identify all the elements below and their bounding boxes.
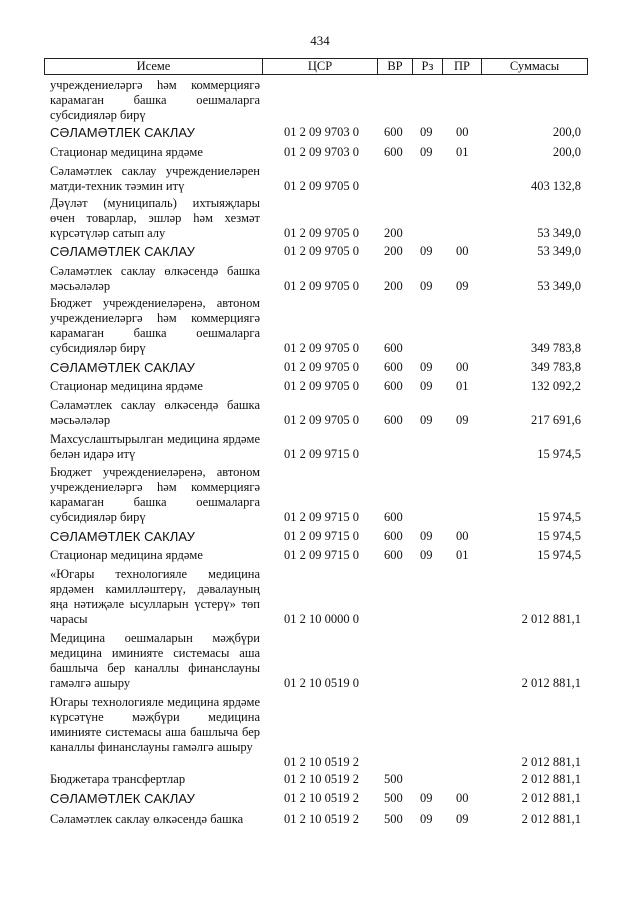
header-sum: Суммасы [481,58,588,75]
row-sum: 200,0 [552,145,581,159]
row-pr: 09 [456,279,469,293]
row-rz: 09 [420,413,433,427]
table-row [0,264,640,294]
row-rz: 09 [420,379,433,393]
row-vr: 200 [384,279,403,293]
row-sum: 217 691,6 [531,413,581,427]
row-csr: 01 2 09 9715 0 [284,447,359,461]
table-row [0,78,640,123]
row-sum: 2 012 881,1 [521,812,581,826]
table-row [0,125,640,140]
row-rz: 09 [420,244,433,258]
row-sum: 2 012 881,1 [521,755,581,769]
row-name: Сәламәтлек саклау өлкәсендә башка [50,812,244,826]
header-rz: Рз [412,58,443,75]
row-sum: 349 783,8 [531,360,581,374]
row-sum: 200,0 [552,125,581,139]
row-pr: 00 [456,529,469,543]
header-vr: ВР [377,58,413,75]
row-sum: 53 349,0 [537,244,581,258]
row-pr: 00 [456,125,469,139]
row-vr: 600 [384,125,403,139]
table-row [0,398,640,428]
row-sum: 132 092,2 [531,379,581,393]
table-row [0,791,640,806]
row-name: СӘЛАМӘТЛЕК САКЛАУ [50,360,195,375]
row-csr: 01 2 09 9705 0 [284,179,359,193]
table-row [0,465,640,525]
row-name: Сәламәтлек саклау өлкәсендә башка мәсьәләләр [50,398,260,427]
row-csr: 01 2 09 9705 0 [284,226,359,240]
row-vr: 600 [384,341,403,355]
row-vr: 600 [384,360,403,374]
table-row [0,164,640,194]
row-rz: 09 [420,791,433,805]
row-rz: 09 [420,548,433,562]
row-csr: 01 2 10 0519 2 [284,755,359,769]
row-rz: 09 [420,279,433,293]
row-name: учреждениеләргә һәм коммерциягә карамаган башка оешмаларга субсидияләр бирү [50,78,260,122]
row-csr: 01 2 09 9705 0 [284,379,359,393]
row-name: Стационар медицина ярдәме [50,379,203,393]
table-row [0,631,640,691]
row-pr: 01 [456,379,469,393]
row-sum: 2 012 881,1 [521,772,581,786]
table-row [0,812,640,827]
row-name: Стационар медицина ярдәме [50,548,203,562]
table-row [0,529,640,544]
row-csr: 01 2 10 0519 2 [284,812,359,826]
row-vr: 600 [384,145,403,159]
row-vr: 600 [384,548,403,562]
row-sum: 53 349,0 [537,226,581,240]
row-vr: 200 [384,244,403,258]
row-rz: 09 [420,529,433,543]
row-csr: 01 2 09 9705 0 [284,413,359,427]
row-name: «Югары технологияле медицина ярдәмен камилләштерү, дәвалауның яңа нәтиҗәле ысулларын үстерү» төп чарасы [50,567,260,626]
row-pr: 09 [456,812,469,826]
row-csr: 01 2 09 9715 0 [284,510,359,524]
row-rz: 09 [420,145,433,159]
row-name: Бюджетара трансфертлар [50,772,186,786]
row-vr: 600 [384,379,403,393]
table-row [0,360,640,375]
row-pr: 01 [456,145,469,159]
row-sum: 349 783,8 [531,341,581,355]
table-row [0,244,640,259]
row-sum: 15 974,5 [537,529,581,543]
row-vr: 500 [384,791,403,805]
row-name: Дәүләт (муниципаль) ихтыяҗлары өчен товарлар, эшләр һәм хезмәт күрсәтүләр сатып алу [50,196,260,240]
table-row [0,379,640,394]
row-name: СӘЛАМӘТЛЕК САКЛАУ [50,244,195,259]
row-csr: 01 2 10 0000 0 [284,612,359,626]
header-name: Исеме [44,58,263,75]
row-csr: 01 2 09 9715 0 [284,548,359,562]
row-name: Сәламәтлек саклау өлкәсендә башка мәсьәләләр [50,264,260,293]
row-csr: 01 2 10 0519 2 [284,791,359,805]
row-name: Бюджет учреждениеләренә, автоном учреждениеләргә һәм коммерциягә карамаган башка оешмаларга субсидияләр бирү [50,296,260,355]
row-name: СӘЛАМӘТЛЕК САКЛАУ [50,529,195,544]
row-pr: 00 [456,791,469,805]
row-csr: 01 2 10 0519 2 [284,772,359,786]
row-name: СӘЛАМӘТЛЕК САКЛАУ [50,125,195,140]
row-pr: 09 [456,413,469,427]
row-pr: 00 [456,360,469,374]
row-csr: 01 2 09 9715 0 [284,529,359,543]
row-rz: 09 [420,125,433,139]
row-sum: 15 974,5 [537,447,581,461]
row-name: Бюджет учреждениеләренә, автоном учреждениеләргә һәм коммерциягә карамаган башка оешмаларга субсидияләр бирү [50,465,260,524]
row-rz: 09 [420,360,433,374]
row-sum: 53 349,0 [537,279,581,293]
header-pr: ПР [442,58,482,75]
row-vr: 600 [384,510,403,524]
row-name: Стационар медицина ярдәме [50,145,203,159]
table-row [0,567,640,627]
row-sum: 15 974,5 [537,510,581,524]
row-sum: 2 012 881,1 [521,612,581,626]
row-sum: 403 132,8 [531,179,581,193]
row-pr: 00 [456,244,469,258]
table-row [0,196,640,241]
row-csr: 01 2 09 9705 0 [284,341,359,355]
row-name: Махсуслаштырылган медицина ярдәме белән идарә итү [50,432,260,461]
row-csr: 01 2 09 9705 0 [284,279,359,293]
table-row [0,695,640,770]
row-name: Сәламәтлек саклау учреждениеләрен матди-техник тәэмин итү [50,164,260,193]
row-csr: 01 2 09 9705 0 [284,244,359,258]
row-name: СӘЛАМӘТЛЕК САКЛАУ [50,791,195,806]
row-name: Югары технологияле медицина ярдәме күрсәтүне мәҗбүри медицина иминияте системасы аша башлыча бер каналлы финанслауны гамәлгә ашыру [50,695,260,754]
row-name: Медицина оешмаларын мәҗбүри медицина иминияте системасы аша башлыча бер каналлы финанслауны гамәлгә ашыру [50,631,260,690]
row-sum: 15 974,5 [537,548,581,562]
row-csr: 01 2 09 9703 0 [284,125,359,139]
page-number: 434 [310,33,330,48]
row-sum: 2 012 881,1 [521,676,581,690]
table-row [0,432,640,462]
row-vr: 200 [384,226,403,240]
row-csr: 01 2 09 9703 0 [284,145,359,159]
table-row [0,548,640,563]
row-vr: 600 [384,413,403,427]
row-csr: 01 2 10 0519 0 [284,676,359,690]
table-row [0,772,640,787]
header-csr: ЦСР [262,58,378,75]
row-pr: 01 [456,548,469,562]
table-row [0,296,640,356]
row-sum: 2 012 881,1 [521,791,581,805]
row-vr: 500 [384,772,403,786]
row-csr: 01 2 09 9705 0 [284,360,359,374]
row-vr: 500 [384,812,403,826]
row-rz: 09 [420,812,433,826]
row-vr: 600 [384,529,403,543]
table-row [0,145,640,160]
